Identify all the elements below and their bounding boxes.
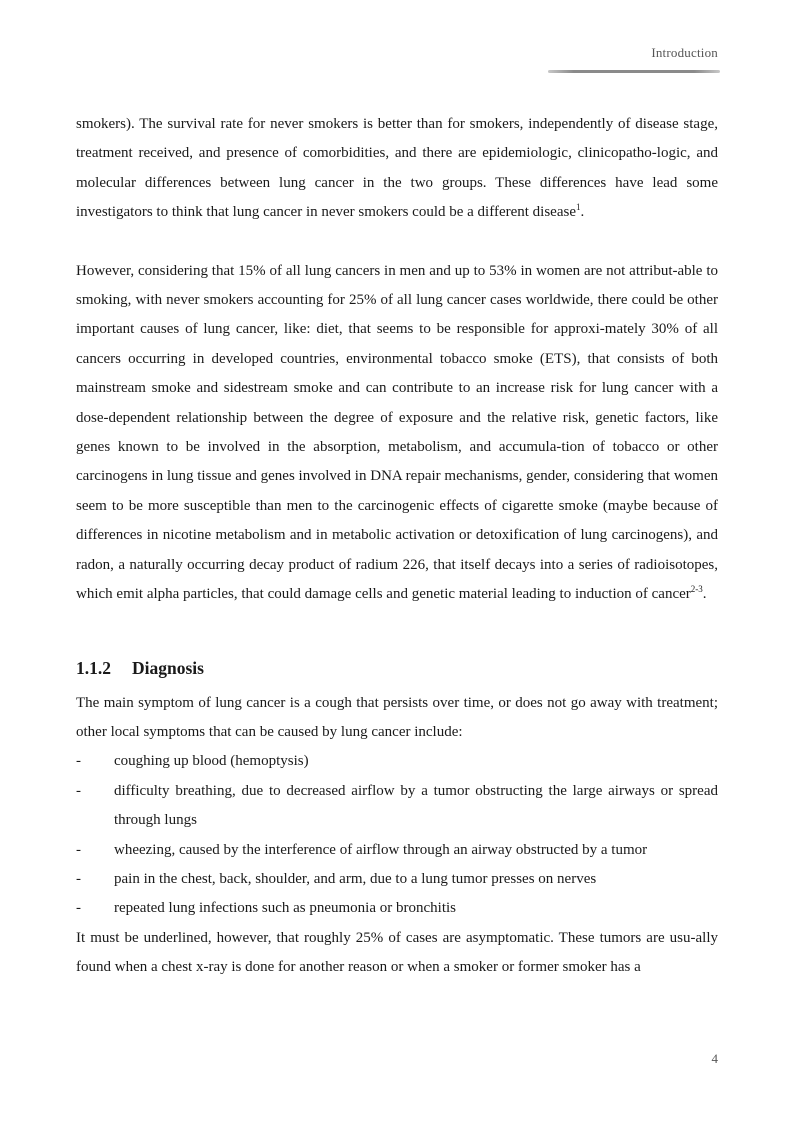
list-item (76, 894, 718, 923)
section-title: Diagnosis (132, 657, 204, 678)
running-header: Introduction (651, 45, 718, 60)
bullet-dash: - (76, 753, 81, 770)
page-body (76, 110, 718, 983)
paragraph-text: However, considering that 15% of all lung cancers in men and up to 53% in women are not attribut-able to smoking, with never smokers accounting for 25% of all lung cancer cases worldwide, there could be other important causes of lung cancer, like: diet, that seems to be responsible for approxi-mately 30% of all cancers occurring in developed countries, environmental tobacco smoke (ETS), that consists of both mainstream smoke and sidestream smoke and can contribute to an increase risk for lung cancer with a dose-dependent relationship between the degree of exposure and the relative risk, genetic factors, like genes known to be involved in the absorption, metabolism, and accumula-tion of tobacco or other carcinogens in lung tissue and genes involved in DNA repair mechanisms, gender, considering that women seem to be more susceptible than men to the carcinogenic effects of cigarette smoke (maybe because of differences in nicotine metabolism and in metabolic activation or detoxification of lung carcinogens), and radon, a naturally occurring decay product of radium 226, that itself decays into a series of radioisotopes, which emit alpha particles, that could damage cells and genetic material leading to induction of cancer (76, 262, 718, 603)
list-item-text: coughing up blood (hemoptysis) (114, 753, 309, 770)
list-item (76, 777, 718, 836)
section-number: 1.1.2 (76, 657, 111, 678)
paragraph-text: smokers). The survival rate for never smokers is better than for smokers, independently of disease stage, treatment received, and presence of comorbidities, and there are epidemiologic, clinicopatho-logic, and molecular differences between lung cancer in the two groups. These differences have lead some investigators to think that lung cancer in never smokers could be a different disease (76, 116, 718, 221)
list-item-text: wheezing, caused by the interference of airflow through an airway obstructed by a tumor (114, 841, 648, 858)
list-item-text: difficulty breathing, due to decreased airflow by a tumor obstructing the large airways or spread through lungs (114, 782, 718, 829)
paragraph-spacer (76, 228, 718, 257)
paragraph-causes (76, 257, 718, 610)
list-item (76, 747, 718, 776)
paragraph-end: . (702, 586, 707, 603)
bullet-dash: - (76, 841, 81, 858)
section-heading (76, 656, 718, 680)
page-number: 4 (711, 1051, 718, 1066)
list-item (76, 865, 718, 894)
citation-ref: 1 (576, 202, 581, 213)
bullet-dash: - (76, 782, 81, 799)
list-item (76, 836, 718, 865)
symptom-list (76, 747, 718, 923)
header-rule (548, 70, 720, 73)
bullet-dash: - (76, 870, 81, 887)
paragraph-end: . (580, 204, 585, 221)
bullet-dash: - (76, 900, 81, 917)
paragraph-symptoms-intro: The main symptom of lung cancer is a cough that persists over time, or does not go away with treatment; other local symptoms that can be caused by lung cancer include: (76, 694, 718, 740)
paragraph-survival (76, 110, 718, 228)
paragraph-asymptomatic: It must be underlined, however, that roughly 25% of cases are asymptomatic. These tumors are usu-ally found when a chest x-ray is done for another reason or when a smoker or former smoker has a (76, 929, 718, 976)
citation-ref: 2-3 (690, 584, 703, 595)
list-item-text: pain in the chest, back, shoulder, and arm, due to a lung tumor presses on nerves (114, 870, 597, 887)
list-item-text: repeated lung infections such as pneumonia or bronchitis (114, 900, 456, 917)
